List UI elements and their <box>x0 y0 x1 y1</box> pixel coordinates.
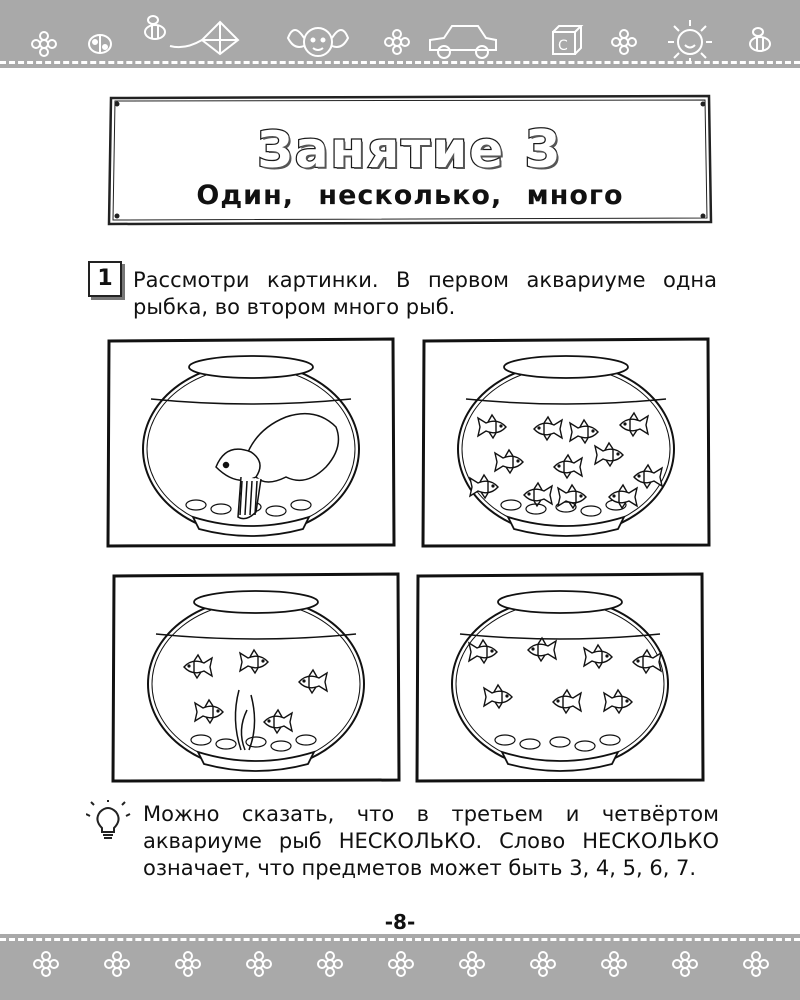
flower-icon <box>385 30 409 54</box>
flower-icon <box>32 32 56 56</box>
pebble-icon <box>191 735 211 745</box>
aquarium-panel-seven-fish <box>414 572 706 784</box>
flower-icon <box>176 952 200 976</box>
bee-icon <box>145 16 165 39</box>
note-text: Можно сказать, что в третьем и четвёртом аквариуме рыб НЕСКОЛЬКО. Слово НЕСКОЛЬКО означает, что предметов может быть 3, 4, 5, 6, 7. <box>143 802 719 880</box>
pebble-icon <box>296 735 316 745</box>
pebble-icon <box>550 737 570 747</box>
pebble-icon <box>186 500 206 510</box>
pebble-icon <box>575 741 595 751</box>
lesson-title-frame <box>105 92 715 227</box>
flower-icon <box>105 952 129 976</box>
sun-icon <box>668 20 712 62</box>
lightbulb-icon <box>86 800 132 846</box>
flower-icon <box>612 30 636 54</box>
top-decorative-band <box>0 0 800 68</box>
aquarium-panel-five-fish <box>110 572 402 784</box>
ladybug-icon <box>89 35 111 53</box>
lesson-title <box>105 120 715 180</box>
flower-icon <box>531 952 555 976</box>
flower-icon <box>602 952 626 976</box>
lesson-title-number: 3 <box>524 120 563 180</box>
flower-icon <box>34 952 58 976</box>
pebble-icon <box>271 741 291 751</box>
svg-text:C: C <box>558 38 568 54</box>
flower-icon <box>247 952 271 976</box>
toy-block-icon <box>553 26 581 54</box>
pebble-icon <box>291 500 311 510</box>
task-number-badge: 1 <box>88 261 122 297</box>
task-text: Рассмотри картинки. В первом аквариуме одна рыбка, во втором много рыб. <box>133 268 717 319</box>
page-number: -8- <box>384 910 416 934</box>
pebble-icon <box>581 506 601 516</box>
aquarium-panel-many-fish <box>420 337 712 549</box>
top-band-dashed-line <box>0 61 800 64</box>
pebble-icon <box>266 506 286 516</box>
bottom-band-flowers <box>0 934 800 1000</box>
pebble-icon <box>501 500 521 510</box>
pebble-icon <box>600 735 620 745</box>
car-icon <box>430 26 496 58</box>
pebble-icon <box>520 739 540 749</box>
flower-icon <box>318 952 342 976</box>
flower-icon <box>460 952 484 976</box>
lesson-title-word: Занятие <box>257 121 506 179</box>
pebble-icon <box>211 504 231 514</box>
pebble-icon <box>216 739 236 749</box>
kite-icon <box>170 22 238 54</box>
pebble-icon <box>495 735 515 745</box>
flower-icon <box>673 952 697 976</box>
aquarium-panel-one-fish <box>105 337 397 549</box>
flower-icon <box>744 952 768 976</box>
top-band-icons <box>0 0 800 62</box>
bottom-decorative-band <box>0 934 800 1000</box>
pebble-icon <box>246 737 266 747</box>
doll-icon <box>288 28 348 56</box>
lesson-subtitle: Один, несколько, много <box>196 180 624 211</box>
bee-icon <box>750 28 770 51</box>
flower-icon <box>389 952 413 976</box>
